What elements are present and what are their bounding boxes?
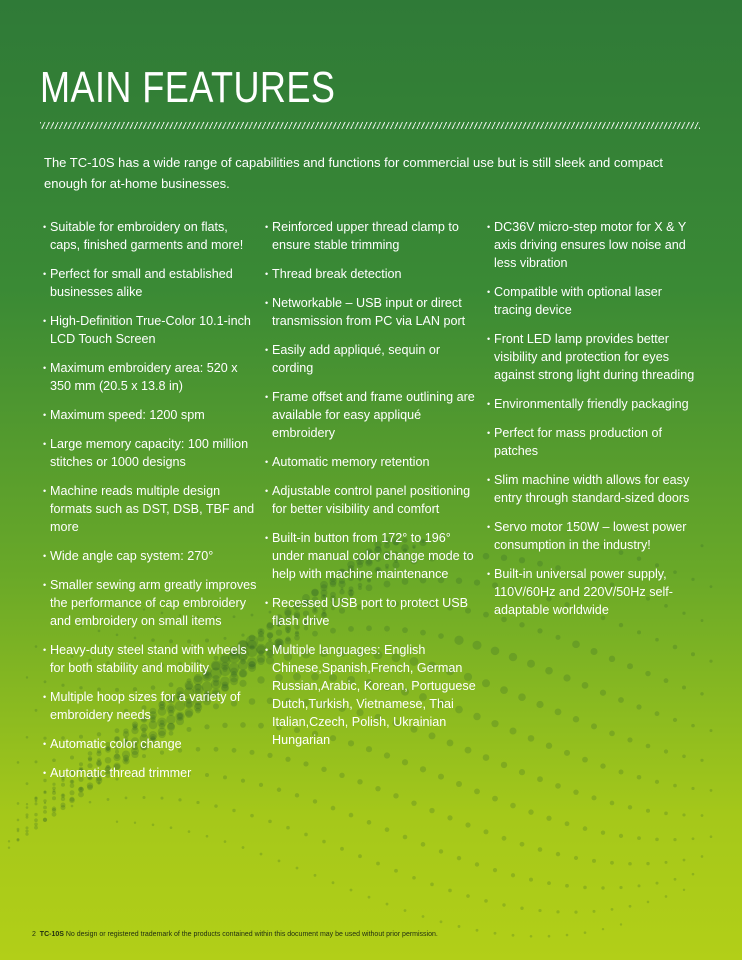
feature-item: • DC36V micro-step motor for X & Y axis driving ensures low noise and less vibration [487,218,702,272]
feature-item: • Adjustable control panel positioning for better visibility and comfort [265,482,483,518]
feature-item: • Heavy-duty steel stand with wheels for both stability and mobility [43,641,258,677]
feature-item: • Multiple languages: English Chinese,Spanish,French, German Russian,Arabic, Korean, Portuguese Dutch,Turkish, Vietnamese, Thai Italian,Czech, Polish, Ukrainian Hungarian [265,641,483,749]
feature-item: • Wide angle cap system: 270° [43,547,258,565]
feature-item: • Reinforced upper thread clamp to ensure stable trimming [265,218,483,254]
feature-item: • Built-in universal power supply, 110V/60Hz and 220V/50Hz self-adaptable worldwide [487,565,702,619]
feature-item: • Suitable for embroidery on flats, caps, finished garments and more! [43,218,258,254]
feature-item: • Networkable – USB input or direct transmission from PC via LAN port [265,294,483,330]
features-column-2 [265,218,483,760]
hatched-divider [40,122,700,129]
feature-item: • Slim machine width allows for easy entry through standard-sized doors [487,471,702,507]
feature-item: • Servo motor 150W – lowest power consumption in the industry! [487,518,702,554]
feature-item: • Automatic memory retention [265,453,483,471]
page-title: MAIN FEATURES [40,63,336,112]
feature-item: • High-Definition True-Color 10.1-inch LCD Touch Screen [43,312,258,348]
feature-item: • Recessed USB port to protect USB flash drive [265,594,483,630]
feature-item: • Machine reads multiple design formats such as DST, DSB, TBF and more [43,482,258,536]
feature-item: • Maximum speed: 1200 spm [43,406,258,424]
intro-paragraph: The TC-10S has a wide range of capabilities and functions for commercial use but is still sleek and compact enough for at-home businesses. [44,155,664,191]
feature-item: • Perfect for mass production of patches [487,424,702,460]
footer-model: TC-10S [39,931,64,938]
feature-item: • Smaller sewing arm greatly improves the performance of cap embroidery and embroidery on small items [43,576,258,630]
feature-item: • Automatic thread trimmer [43,764,258,782]
feature-item: • Frame offset and frame outlining are available for easy appliqué embroidery [265,388,483,442]
feature-item: • Perfect for small and established businesses alike [43,265,258,301]
feature-item: • Maximum embroidery area: 520 x 350 mm (20.5 x 13.8 in) [43,359,258,395]
features-column-3 [487,218,702,630]
page-footer [32,931,438,938]
feature-item: • Thread break detection [265,265,483,283]
footer-disclaimer: No design or registered trademark of the products contained within this document may be used without prior permission. [65,931,438,938]
features-column-1 [43,218,258,793]
feature-item: • Multiple hoop sizes for a variety of embroidery needs [43,688,258,724]
feature-item: • Compatible with optional laser tracing device [487,283,702,319]
feature-item: • Automatic color change [43,735,258,753]
page-number: 2 [32,931,36,938]
feature-item: • Front LED lamp provides better visibility and protection for eyes against strong light during threading [487,330,702,384]
feature-item: • Built-in button from 172° to 196° under manual color change mode to help with machine maintenance [265,529,483,583]
feature-item: • Environmentally friendly packaging [487,395,702,413]
feature-item: • Easily add appliqué, sequin or cording [265,341,483,377]
feature-item: • Large memory capacity: 100 million stitches or 1000 designs [43,435,258,471]
